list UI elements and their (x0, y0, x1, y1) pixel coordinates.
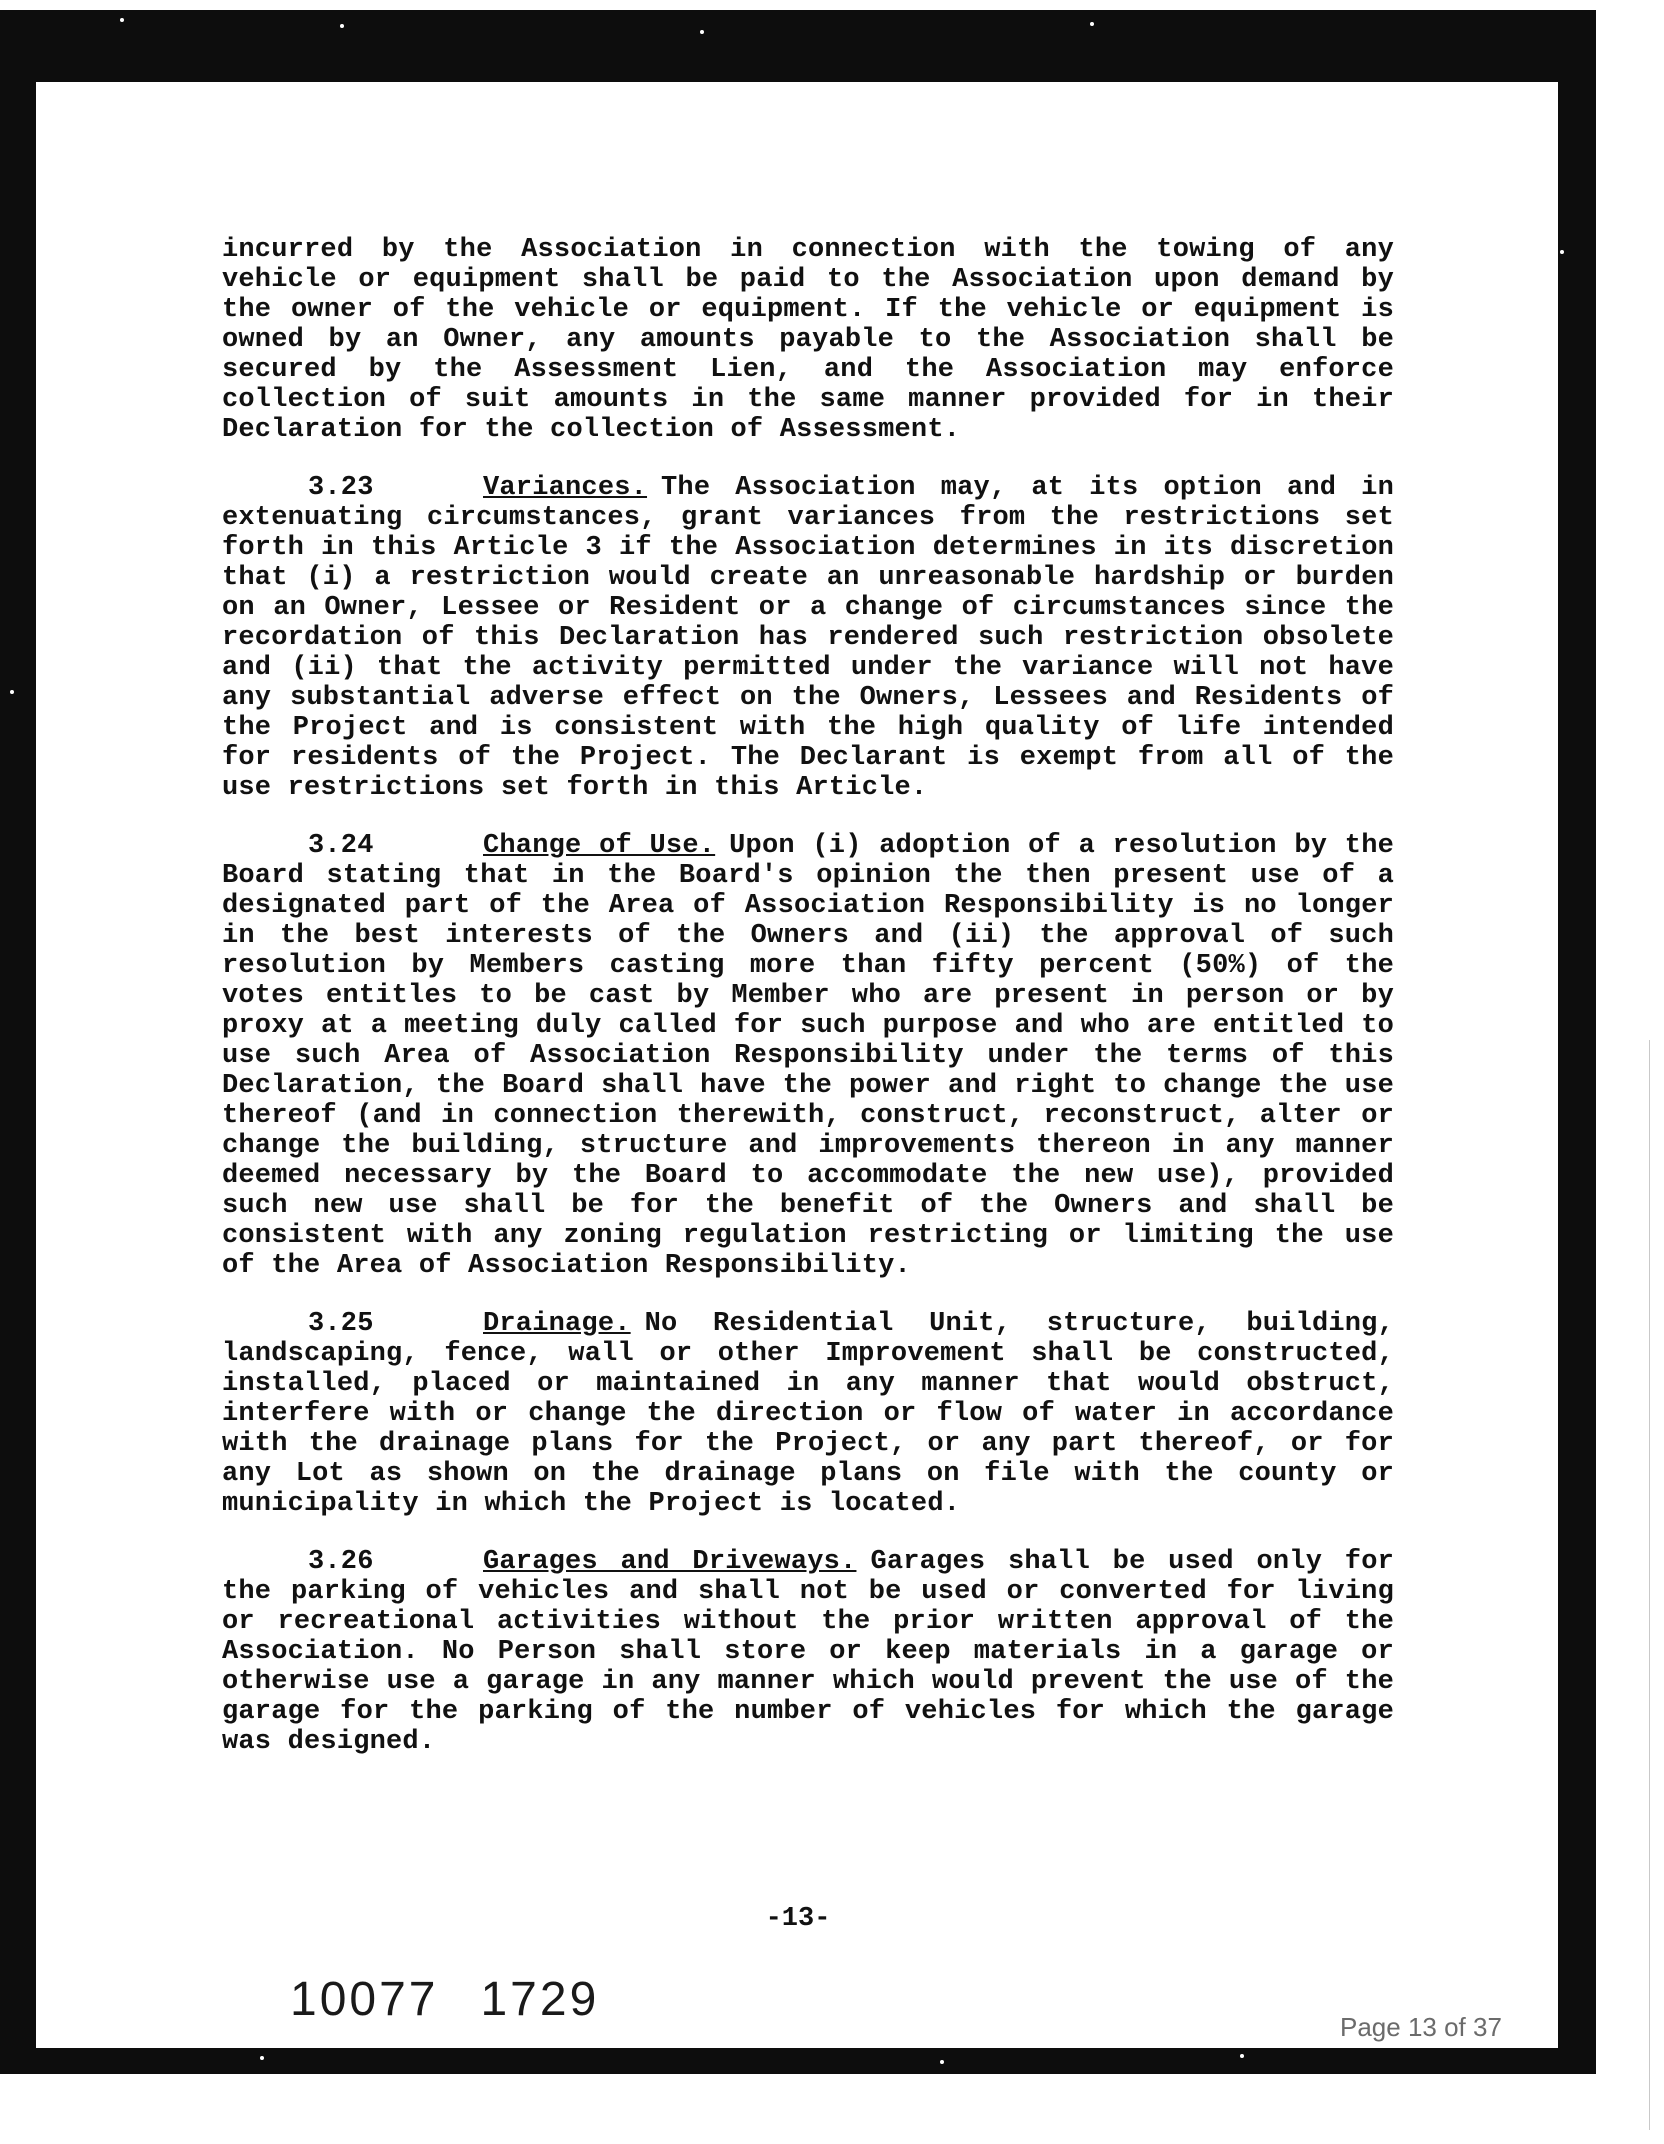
paragraph-text: No Residential Unit, structure, building, landscaping, fence, wall or other Improvement shall be constructed, installed, placed or maintained in any manner that would obstruct, interfere with or change the direction or flow of water in accordance with the drainage plans for the Project, or any part thereof, or for any Lot as shown on the drainage plans on file with the county or municipality in which the Project is located. (222, 1309, 1394, 1519)
scan-speck (260, 2056, 264, 2060)
scan-speck (1090, 22, 1094, 26)
paragraph-text: Garages shall be used only for the parking of vehicles and shall not be used or converted for living or recreational activities without the prior written approval of the Association. No Person shall store or keep materials in a garage or otherwise use a garage in any manner which would prevent the use of the garage for the parking of the number of vehicles for which the garage was designed. (222, 1547, 1394, 1757)
section-number: 3.25 (308, 1309, 374, 1339)
section-3-24 (222, 831, 1394, 1281)
section-title: Change of Use. (483, 831, 716, 861)
document-body (222, 235, 1394, 1785)
scan-speck (340, 24, 344, 28)
book-page-reference (290, 1972, 599, 2027)
scan-speck (1240, 2054, 1244, 2058)
section-number: 3.23 (308, 473, 374, 503)
page-number: -13- (765, 1904, 831, 1934)
scan-speck (10, 690, 14, 694)
section-number: 3.24 (308, 831, 374, 861)
page-reference: 1729 (480, 1973, 600, 2026)
section-3-26 (222, 1547, 1394, 1757)
scan-speck (120, 18, 124, 22)
scan-speck (940, 2060, 944, 2064)
section-title: Drainage. (483, 1309, 631, 1339)
scan-speck (1560, 250, 1564, 254)
paragraph-text: The Association may, at its option and in extenuating circumstances, grant variances from the restrictions set forth in this Article 3 if the Association determines in its discretion that (i) a restriction would create an unreasonable hardship or burden on an Owner, Lessee or Resident or a change of circumstances since the recordation of this Declaration has rendered such restriction obsolete and (ii) that the activity permitted under the variance will not have any substantial adverse effect on the Owners, Lessees and Residents of the Project and is consistent with the high quality of life intended for residents of the Project. The Declarant is exempt from all of the use restrictions set forth in this Article. (222, 473, 1394, 803)
section-number: 3.26 (308, 1547, 374, 1577)
section-3-23 (222, 473, 1394, 803)
section-3-25 (222, 1309, 1394, 1519)
section-title: Garages and Driveways. (483, 1547, 857, 1577)
page-of-counter: Page 13 of 37 (1340, 2012, 1502, 2042)
scan-speck (700, 30, 704, 34)
paragraph-continuation (222, 235, 1394, 445)
section-title: Variances. (483, 473, 648, 503)
paragraph-text: Upon (i) adoption of a resolution by the Board stating that in the Board's opinion the then present use of a designated part of the Area of Association Responsibility is no longer in the best interests of the Owners and (ii) the approval of such resolution by Members casting more than fifty percent (50%) of the votes entitles to be cast by Member who are present in person or by proxy at a meeting duly called for such purpose and who are entitled to use such Area of Association Responsibility under the terms of this Declaration, the Board shall have the power and right to change the use thereof (and in connection therewith, construct, reconstruct, alter or change the building, structure and improvements thereon in any manner deemed necessary by the Board to accommodate the new use), provided such new use shall be for the benefit of the Owners and shall be consistent with any zoning regulation restricting or limiting the use of the Area of Association Responsibility. (222, 831, 1394, 1281)
scan-edge-line (1649, 1040, 1650, 2130)
paragraph-text: incurred by the Association in connection with the towing of any vehicle or equipment shall be paid to the Association upon demand by the owner of the vehicle or equipment. If the vehicle or equipment is owned by an Owner, any amounts payable to the Association shall be secured by the Assessment Lien, and the Association may enforce collection of suit amounts in the same manner provided for in their Declaration for the collection of Assessment. (222, 235, 1394, 445)
book-number: 10077 (290, 1973, 439, 2026)
